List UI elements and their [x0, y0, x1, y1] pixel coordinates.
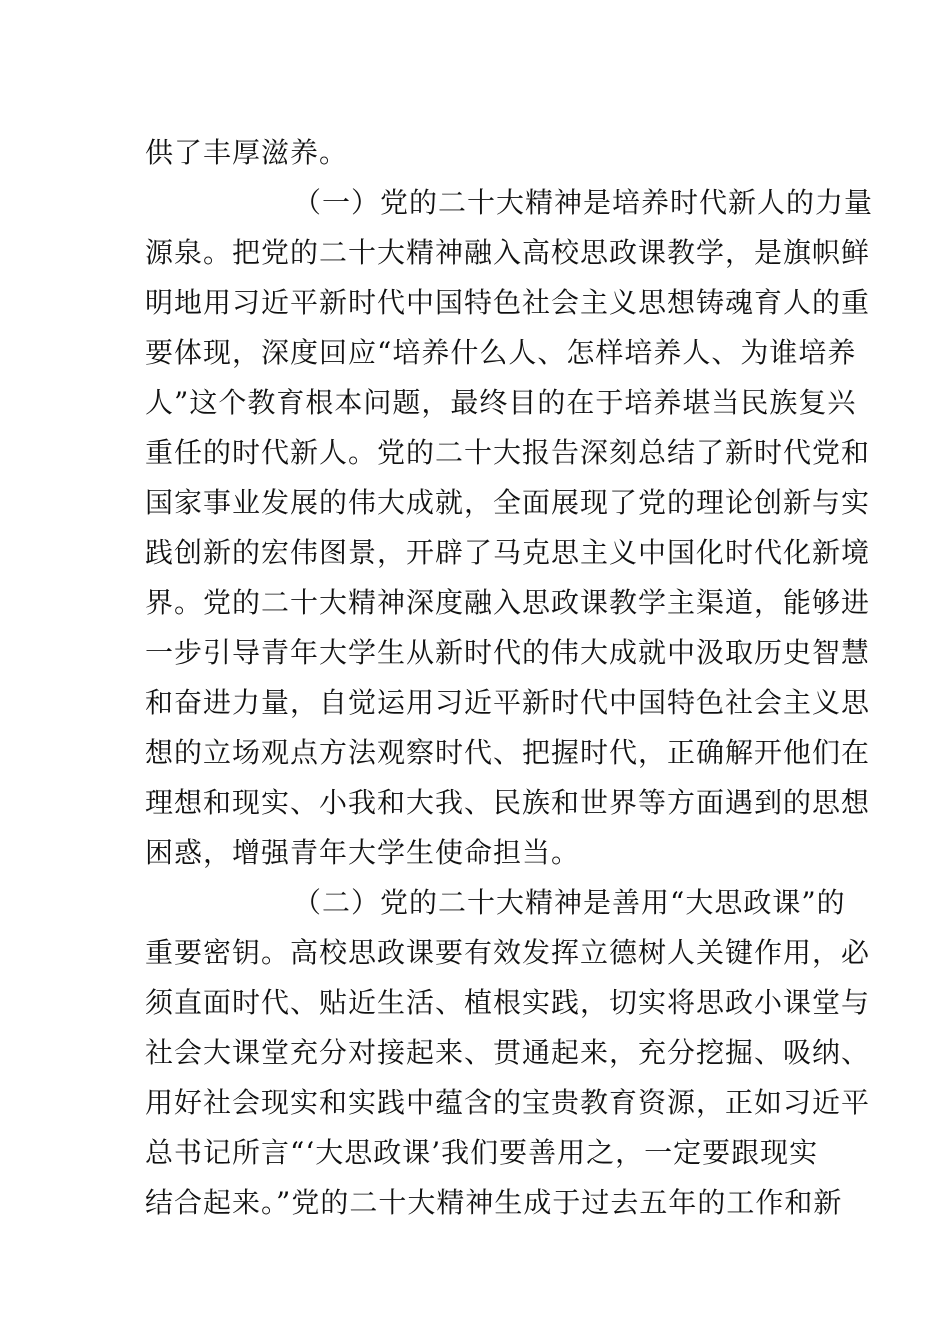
text-line: 想的立场观点方法观察时代、把握时代，正确解开他们在: [145, 736, 871, 769]
text-line: 和奋进力量，自觉运用习近平新时代中国特色社会主义思: [145, 686, 871, 719]
body-text: [145, 128, 874, 1228]
text-line: 要体现，深度回应“培养什么人、怎样培养人、为谁培养: [145, 336, 857, 369]
text-line: 困惑，增强青年大学生使命担当。: [145, 836, 581, 869]
text-line: 须直面时代、贴近生活、植根实践，切实将思政小课堂与: [145, 986, 871, 1019]
text-line: 总书记所言“‘大思政课’我们要善用之，一定要跟现实: [145, 1136, 819, 1169]
section-heading-2: （二）党的二十大精神是善用“大思政课”的: [293, 886, 846, 919]
text-line: 践创新的宏伟图景，开辟了马克思主义中国化时代化新境: [145, 536, 871, 569]
text-line: 用好社会现实和实践中蕴含的宝贵教育资源，正如习近平: [145, 1086, 871, 1119]
text-line: 供了丰厚滋养。: [145, 136, 349, 169]
text-line: 源泉。把党的二十大精神融入高校思政课教学，是旗帜鲜: [145, 236, 871, 269]
text-line: 人”这个教育根本问题，最终目的在于培养堪当民族复兴: [145, 386, 857, 419]
text-line: 一步引导青年大学生从新时代的伟大成就中汲取历史智慧: [145, 636, 871, 669]
section-heading-1: （一）党的二十大精神是培养时代新人的力量: [293, 186, 874, 219]
text-line: 重任的时代新人。党的二十大报告深刻总结了新时代党和: [145, 436, 871, 469]
text-line: 理想和现实、小我和大我、民族和世界等方面遇到的思想: [145, 786, 871, 819]
text-line: 重要密钥。高校思政课要有效发挥立德树人关键作用，必: [145, 936, 871, 969]
text-line: 结合起来。”党的二十大精神生成于过去五年的工作和新: [145, 1186, 843, 1219]
text-line: 国家事业发展的伟大成就，全面展现了党的理论创新与实: [145, 486, 871, 519]
text-line: 明地用习近平新时代中国特色社会主义思想铸魂育人的重: [145, 286, 871, 319]
text-line: 社会大课堂充分对接起来、贯通起来，充分挖掘、吸纳、: [145, 1036, 871, 1069]
text-line: 界。党的二十大精神深度融入思政课教学主渠道，能够进: [145, 586, 871, 619]
